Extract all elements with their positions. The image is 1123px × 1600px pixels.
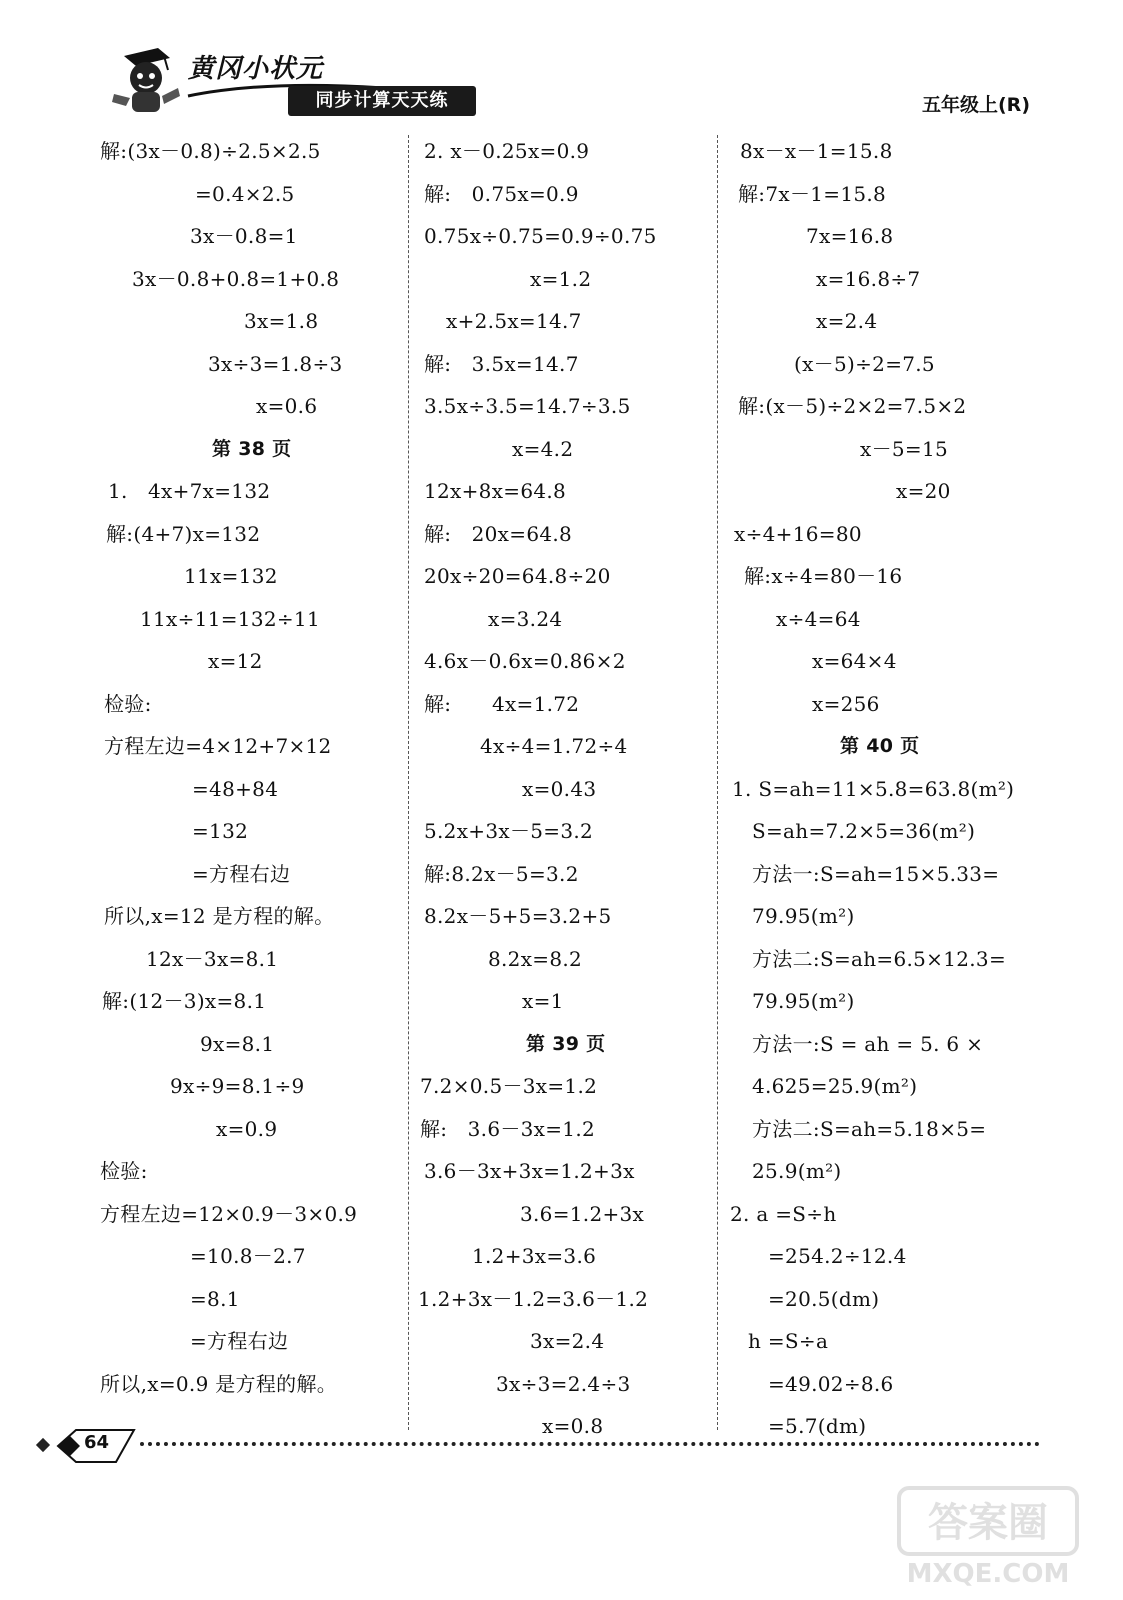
solution-line: x=3.24 (488, 606, 563, 631)
solution-line: x=256 (812, 691, 880, 716)
watermark-logo (893, 1482, 1083, 1592)
solution-line: =10.8－2.7 (190, 1244, 306, 1268)
solution-line: =5.7(dm) (768, 1414, 867, 1438)
solution-line: 方程左边=12×0.9－3×0.9 (100, 1201, 358, 1226)
watermark-url: MXQE.COM (906, 1559, 1070, 1589)
solution-line: =20.5(dm) (768, 1286, 880, 1311)
solution-line: 11x=132 (184, 564, 278, 588)
page-footer (30, 1426, 1030, 1466)
page-heading: 第 38 页 (212, 437, 292, 460)
solution-line: 0.75x÷0.75=0.9÷0.75 (424, 224, 657, 248)
solution-line: x=16.8÷7 (816, 266, 921, 291)
solution-line: x=1.2 (530, 266, 592, 291)
solution-line: 解:(x－5)÷2×2=7.5×2 (738, 394, 967, 418)
solution-line: 9x÷9=8.1÷9 (170, 1074, 305, 1098)
page-number: 64 (84, 1432, 110, 1453)
solution-line: x=0.9 (216, 1116, 278, 1141)
solution-line: 解: 20x=64.8 (424, 521, 573, 546)
column-divider (717, 135, 718, 1430)
page-heading: 第 39 页 (526, 1032, 606, 1055)
solution-line: 方程左边=4×12+7×12 (104, 734, 332, 758)
solution-line: h =S÷a (748, 1329, 829, 1353)
solution-line: 所以,x=0.9 是方程的解。 (100, 1371, 338, 1396)
answer-column-3 (730, 130, 1040, 1438)
solution-line: 解: 4x=1.72 (424, 691, 580, 716)
solution-line: 所以,x=12 是方程的解。 (104, 904, 335, 928)
solution-line: 检验: (100, 1159, 148, 1183)
solution-line: =方程右边 (190, 1329, 289, 1353)
solution-line: 方法二:S=ah=5.18×5= (752, 1116, 987, 1141)
solution-line: 79.95(m²) (752, 989, 855, 1013)
solution-line: 3x÷3=1.8÷3 (208, 351, 343, 376)
solution-line: x=0.6 (256, 394, 318, 418)
solution-line: 1. S=ah=11×5.8=63.8(m²) (732, 776, 1015, 801)
solution-line: 1.2+3x－1.2=3.6－1.2 (418, 1286, 649, 1311)
solution-line: 3x－0.8+0.8=1+0.8 (132, 266, 340, 291)
solution-line: x－5=15 (860, 436, 949, 461)
solution-line: =8.1 (190, 1286, 240, 1311)
solution-line: 9x=8.1 (200, 1031, 275, 1056)
solution-line: 3x=2.4 (530, 1329, 605, 1353)
solution-line: 解:x÷4=80－16 (744, 564, 903, 588)
answer-column-2 (418, 130, 708, 1438)
solution-line: x=2.4 (816, 309, 878, 333)
solution-line: 4x÷4=1.72÷4 (480, 734, 628, 758)
solution-line: 2. a =S÷h (730, 1201, 837, 1226)
brand-title: 黄冈小状元 (188, 54, 324, 84)
column-divider (408, 135, 409, 1430)
solution-line: 方法一:S = ah = 5. 6 × (752, 1031, 984, 1056)
dotted-rule (140, 1442, 1040, 1446)
solution-line: x=12 (208, 649, 263, 673)
solution-line: 方法一:S=ah=15×5.33= (752, 861, 1000, 886)
solution-line: x=64×4 (812, 649, 897, 673)
solution-line: 8x－x－1=15.8 (740, 139, 893, 163)
solution-line: 12x+8x=64.8 (424, 479, 567, 503)
solution-line: x=4.2 (512, 436, 574, 461)
solution-line: S=ah=7.2×5=36(m²) (752, 819, 976, 843)
book-subtitle: 同步计算天天练 (288, 86, 476, 116)
solution-line: 4.625=25.9(m²) (752, 1074, 918, 1098)
solution-line: x÷4+16=80 (734, 521, 862, 546)
solution-line: 25.9(m²) (752, 1159, 842, 1183)
solution-line: 解:8.2x－5=3.2 (424, 861, 579, 886)
solution-line: 3x－0.8=1 (190, 224, 298, 248)
solution-line: =方程右边 (192, 861, 291, 886)
solution-line: 3x÷3=2.4÷3 (496, 1371, 631, 1396)
solution-line: 解:(4+7)x=132 (106, 521, 261, 546)
solution-line: (x－5)÷2=7.5 (794, 351, 935, 376)
solution-line: x=20 (896, 479, 951, 503)
solution-line: =48+84 (192, 776, 279, 801)
solution-line: 8.2x=8.2 (488, 946, 583, 971)
solution-line: 8.2x－5+5=3.2+5 (424, 904, 612, 928)
grade-label: 五年级上(R) (922, 94, 1030, 116)
solution-line: 5.2x+3x－5=3.2 (424, 819, 594, 843)
solution-line: 2. x－0.25x=0.9 (424, 139, 590, 163)
page-heading: 第 40 页 (840, 735, 920, 757)
solution-line: 1. 4x+7x=132 (108, 479, 271, 503)
solution-line: 3x=1.8 (244, 309, 319, 333)
bullet-diamond-icon (36, 1438, 50, 1452)
solution-line: 12x－3x=8.1 (146, 946, 279, 971)
solution-line: =132 (192, 819, 249, 843)
solution-line: 3.5x÷3.5=14.7÷3.5 (424, 394, 631, 418)
solution-line: 检验: (104, 691, 152, 716)
watermark-text: 答案圈 (928, 1500, 1048, 1546)
solution-line: 20x÷20=64.8÷20 (424, 564, 611, 588)
solution-line: 解:(12－3)x=8.1 (102, 989, 267, 1013)
solution-line: 解: 3.6－3x=1.2 (420, 1116, 596, 1141)
solution-line: =49.02÷8.6 (768, 1371, 894, 1396)
solution-line: 解: 0.75x=0.9 (424, 181, 579, 206)
solution-line: x÷4=64 (776, 606, 861, 631)
solution-line: 11x÷11=132÷11 (140, 606, 320, 631)
page-header (100, 38, 1040, 118)
solution-line: 7x=16.8 (806, 224, 894, 248)
solution-line: =0.4×2.5 (195, 181, 295, 206)
mascot-logo-icon (106, 44, 184, 116)
solution-line: 解: 3.5x=14.7 (424, 351, 579, 376)
solution-line: 解:7x－1=15.8 (738, 181, 887, 206)
solution-line: 7.2×0.5－3x=1.2 (420, 1074, 598, 1098)
solution-line: 3.6=1.2+3x (520, 1201, 645, 1226)
answer-column-1 (100, 130, 400, 1430)
solution-line: 3.6－3x+3x=1.2+3x (424, 1159, 635, 1183)
solution-line: x+2.5x=14.7 (446, 309, 582, 333)
solution-line: x=0.43 (522, 776, 597, 801)
solution-line: 79.95(m²) (752, 904, 855, 928)
solution-line: 解:(3x－0.8)÷2.5×2.5 (100, 139, 321, 163)
solution-line: 方法二:S=ah=6.5×12.3= (752, 946, 1007, 971)
solution-line: x=0.8 (542, 1414, 604, 1438)
solution-line: x=1 (522, 989, 564, 1013)
solution-line: 1.2+3x=3.6 (472, 1244, 597, 1268)
solution-line: =254.2÷12.4 (768, 1244, 907, 1268)
solution-line: 4.6x－0.6x=0.86×2 (424, 649, 626, 673)
